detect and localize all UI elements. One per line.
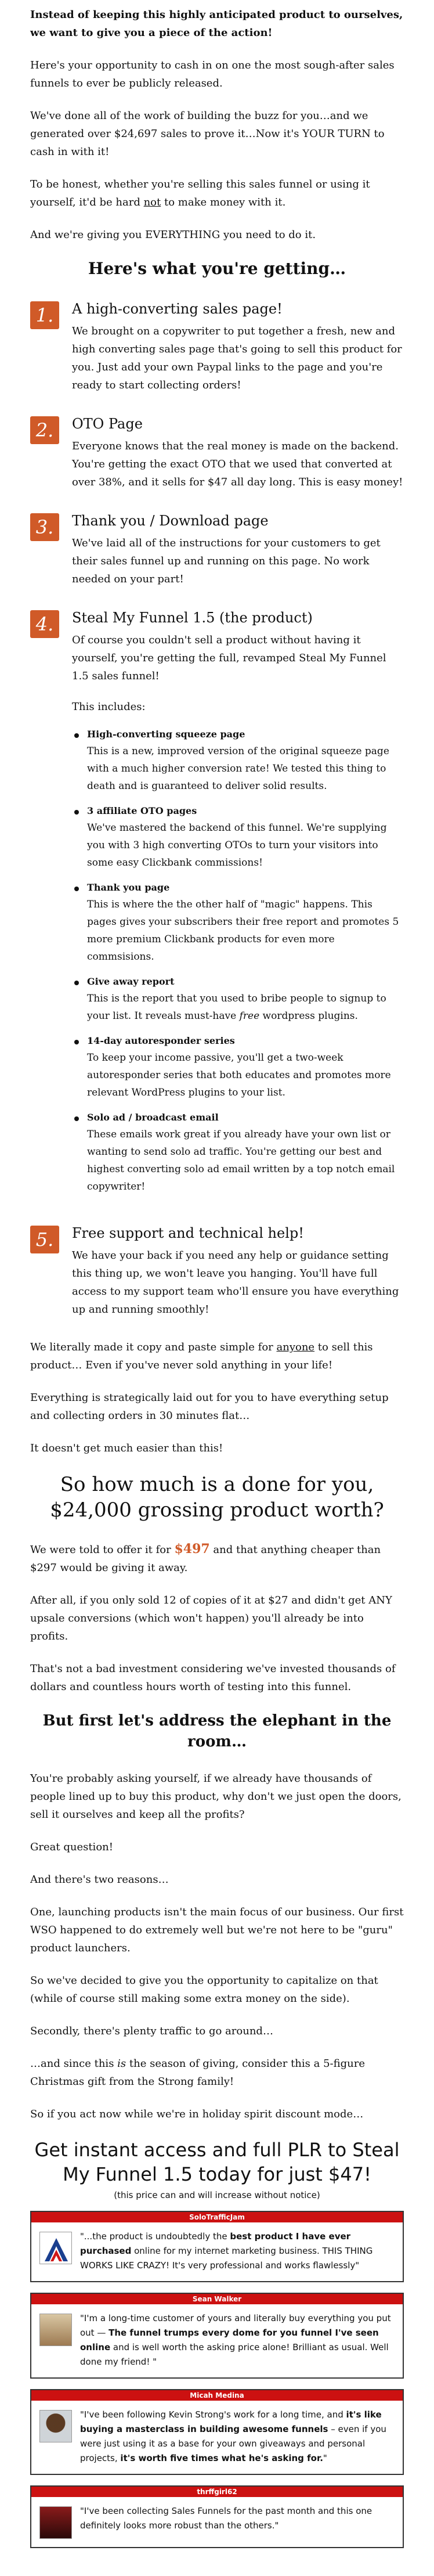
testimonial-box	[30, 2211, 404, 2282]
testimonial-author: SoloTrafficJam	[31, 2212, 403, 2222]
text-span: "...the product is undoubtedly the	[80, 2231, 230, 2242]
feature-text: We brought on a copywriter to put together a fresh, new and high converting sales page that's going to sell this product for you. Just add your own Paypal links to the page and you're ready to start collecting orders!	[72, 325, 402, 391]
testimonial-quote	[80, 2311, 395, 2369]
feature-body	[72, 608, 404, 1204]
feature-title: Free support and technical help!	[72, 1225, 304, 1241]
cta-heading: Get instant access and full PLR to Steal My Funnel 1.5 today for just $47!	[34, 2139, 400, 2185]
feature-text: Of course you couldn't sell a product without having it yourself, you're getting the full, revamped Steal My Funnel 1.5 sales funnel!	[72, 634, 386, 682]
list-item-title: Give away report	[87, 976, 175, 987]
avatar	[39, 2314, 72, 2346]
feature-1	[30, 299, 404, 394]
underlined-text: anyone	[276, 1341, 315, 1353]
list-item	[72, 803, 404, 871]
avatar	[39, 2232, 72, 2264]
emphasis-text: is	[117, 2058, 126, 2070]
intro-paragraph: And we're giving you EVERYTHING you need to do it.	[30, 229, 316, 241]
text-span: …and since this	[30, 2058, 118, 2070]
worth-heading: So how much is a done for you, $24,000 grossing product worth?	[50, 1473, 384, 1522]
text-span: "I've been collecting Sales Funnels for the past month and this one definitely looks more robust than the others."	[80, 2506, 372, 2531]
feature-number-badge: 5.	[30, 1226, 59, 1253]
elephant-heading: But first let's address the elephant in the room…	[42, 1712, 392, 1750]
body-paragraph	[30, 2055, 404, 2091]
feature-body	[72, 511, 404, 588]
text-span: to make money with it.	[161, 196, 286, 208]
feature-4	[30, 608, 404, 1204]
testimonial-box	[30, 2485, 404, 2548]
testimonial-body	[31, 2222, 403, 2281]
feature-3	[30, 511, 404, 588]
body-paragraph: After all, if you only sold 12 of copies of it at $27 and didn't get ANY upsale conversions (which won't happen) you'll already be into profits.	[30, 1594, 392, 1642]
feature-number-badge: 3.	[30, 513, 59, 541]
feature-title: Steal My Funnel 1.5 (the product)	[72, 610, 313, 626]
list-item	[72, 1109, 404, 1195]
list-item	[72, 880, 404, 965]
testimonial-body	[31, 2401, 403, 2474]
testimonial-quote	[80, 2408, 395, 2466]
testimonial-box	[30, 2389, 404, 2475]
text-span: and is well worth the asking price alone! Brilliant as usual. Well done my friend! "	[80, 2342, 389, 2367]
list-item	[72, 1033, 404, 1101]
text-span: and that anything cheaper than $297 would be giving it away.	[30, 1544, 381, 1574]
list-item-title: High-converting squeeze page	[87, 729, 245, 740]
list-item-text: To keep your income passive, you'll get a two-week autoresponder series that both educates and promotes more relevant WordPress plugins to your list.	[87, 1052, 391, 1098]
text-span: to sell this product… Even if you've never sold anything in your life!	[30, 1341, 373, 1371]
getting-heading: Here's what you're getting…	[88, 259, 346, 278]
feature-2	[30, 414, 404, 491]
bold-text: best product I have ever purchased	[80, 2231, 351, 2256]
body-paragraph	[30, 1540, 404, 1577]
testimonial-author: thrffgirl62	[31, 2487, 403, 2497]
bold-text: it's like buying a masterclass in building awesome funnels	[80, 2409, 382, 2434]
feature-body	[72, 414, 404, 491]
intro-paragraph: Here's your opportunity to cash in on one the most sough-after sales funnels to ever be publicly released.	[30, 59, 395, 89]
body-paragraph: And there's two reasons…	[30, 1874, 169, 1886]
testimonial-body	[31, 2304, 403, 2377]
price-highlight: $497	[174, 1541, 210, 1557]
testimonial-quote	[80, 2229, 395, 2273]
body-paragraph: Secondly, there's plenty traffic to go around…	[30, 2025, 273, 2037]
feature-body	[72, 1223, 404, 1318]
text-span: wordpress plugins.	[259, 1010, 358, 1022]
underlined-text: not	[143, 196, 161, 208]
bold-text: The funnel trumps every dome for you funnel I've seen online	[80, 2328, 379, 2352]
intro-paragraph	[30, 175, 404, 211]
feature-title: OTO Page	[72, 416, 143, 432]
body-paragraph: Everything is strategically laid out for you to have everything setup and collecting orders in 30 minutes flat…	[30, 1392, 389, 1422]
body-paragraph	[30, 1338, 404, 1374]
intro-bold-text: Instead of keeping this highly anticipated product to ourselves, we want to give you a piece of the action!	[30, 9, 403, 39]
feature-5	[30, 1223, 404, 1318]
text-span: the season of giving, consider this a 5-figure Christmas gift from the Strong family!	[30, 2058, 365, 2088]
body-paragraph: So we've decided to give you the opportunity to capitalize on that (while of course still making some extra money on the side).	[30, 1975, 378, 2005]
list-item-text	[87, 990, 404, 1025]
text-span: "I'm a long-time customer of yours and literally buy everything you put out —	[80, 2313, 391, 2338]
text-span: online for my internet marketing business. THIS THING WORKS LIKE CRAZY! It's very professional and works flawlessly"	[80, 2246, 373, 2271]
feature-title: Thank you / Download page	[72, 513, 269, 529]
body-paragraph: Great question!	[30, 1841, 113, 1853]
feature-body	[72, 299, 404, 394]
testimonial-author: Sean Walker	[31, 2294, 403, 2304]
body-paragraph: That's not a bad investment considering we've invested thousands of dollars and countless hours worth of testing into this funnel.	[30, 1663, 396, 1693]
text-span: "I've been following Kevin Strong's work for a long time, and	[80, 2409, 346, 2420]
text-span: We were told to offer it for	[30, 1544, 175, 1556]
includes-list	[72, 726, 404, 1195]
feature-number-badge: 1.	[30, 301, 59, 329]
list-item	[72, 974, 404, 1025]
text-span: – even if you were just using it as a base for your own giveaways and personal projects,	[80, 2424, 386, 2463]
feature-text: We have your back if you need any help or guidance setting this thing up, we won't leave you hanging. You'll have full access to my support team who'll ensure you have everything up and running smoothly!	[72, 1249, 399, 1316]
feature-title: A high-converting sales page!	[72, 301, 283, 317]
text-span: "	[323, 2453, 327, 2463]
avatar	[39, 2410, 72, 2442]
bold-text: it's worth five times what he's asking for.	[120, 2453, 323, 2463]
list-item-text: This is a new, improved version of the original squeeze page with a much higher conversion rate! We tested this thing to death and is guaranteed to deliver solid results.	[87, 745, 389, 792]
list-item	[72, 726, 404, 795]
feature-text: Everyone knows that the real money is made on the backend. You're getting the exact OTO that we used that converted at over 38%, and it sells for $47 all day long. This is easy money!	[72, 440, 403, 488]
testimonial-box	[30, 2293, 404, 2379]
emphasis-text: free	[239, 1010, 260, 1022]
feature-number-badge: 2.	[30, 416, 59, 444]
feature-number-badge: 4.	[30, 610, 59, 638]
body-paragraph: One, launching products isn't the main focus of our business. Our first WSO happened to do extremely well but we're not here to be "guru" product launchers.	[30, 1906, 404, 1954]
testimonial-author: Micah Medina	[31, 2390, 403, 2401]
list-item-text: These emails work great if you already have your own list or wanting to send solo ad traffic. You're getting our best and highest converting solo ad email written by a top notch email copywriter!	[87, 1129, 395, 1192]
includes-label: This includes:	[72, 701, 146, 713]
body-paragraph: So if you act now while we're in holiday spirit discount mode…	[30, 2108, 364, 2120]
text-span: We literally made it copy and paste simple for	[30, 1341, 277, 1353]
list-item-text: We've mastered the backend of this funnel. We're supplying you with 3 high converting OTOs to turn your visitors into some easy Clickbank commissions!	[87, 822, 387, 869]
list-item-text: This is where the the other half of "magic" happens. This pages gives your subscribers their free report and promotes 5 more premium Clickbank products for even more commsisions.	[87, 899, 399, 963]
list-item-title: 3 affiliate OTO pages	[87, 805, 197, 816]
cta-note: (this price can and will increase without notice)	[114, 2190, 320, 2200]
body-paragraph: You're probably asking yourself, if we already have thousands of people lined up to buy this product, why don't we just open the doors, sell it ourselves and keep all the profits?	[30, 1772, 402, 1821]
text-span: To be honest, whether you're selling this sales funnel or using it yourself, it'd be hard	[30, 178, 370, 208]
testimonial-quote	[80, 2504, 395, 2533]
list-item-title: 14-day autoresponder series	[87, 1035, 235, 1046]
list-item-title: Solo ad / broadcast email	[87, 1112, 219, 1123]
text-span: This is the report that you used to bribe people to signup to your list. It reveals must-have	[87, 993, 386, 1022]
avatar	[39, 2506, 72, 2539]
logo-icon	[40, 2232, 73, 2265]
feature-text: We've laid all of the instructions for your customers to get their sales funnel up and running on this page. No work needed on your part!	[72, 537, 381, 585]
list-item-title: Thank you page	[87, 882, 170, 893]
body-paragraph: It doesn't get much easier than this!	[30, 1442, 223, 1454]
intro-paragraph: We've done all of the work of building the buzz for you…and we generated over $24,697 sales to prove it…Now it's YOUR TURN to cash in with it!	[30, 110, 385, 158]
testimonial-body	[31, 2497, 403, 2547]
